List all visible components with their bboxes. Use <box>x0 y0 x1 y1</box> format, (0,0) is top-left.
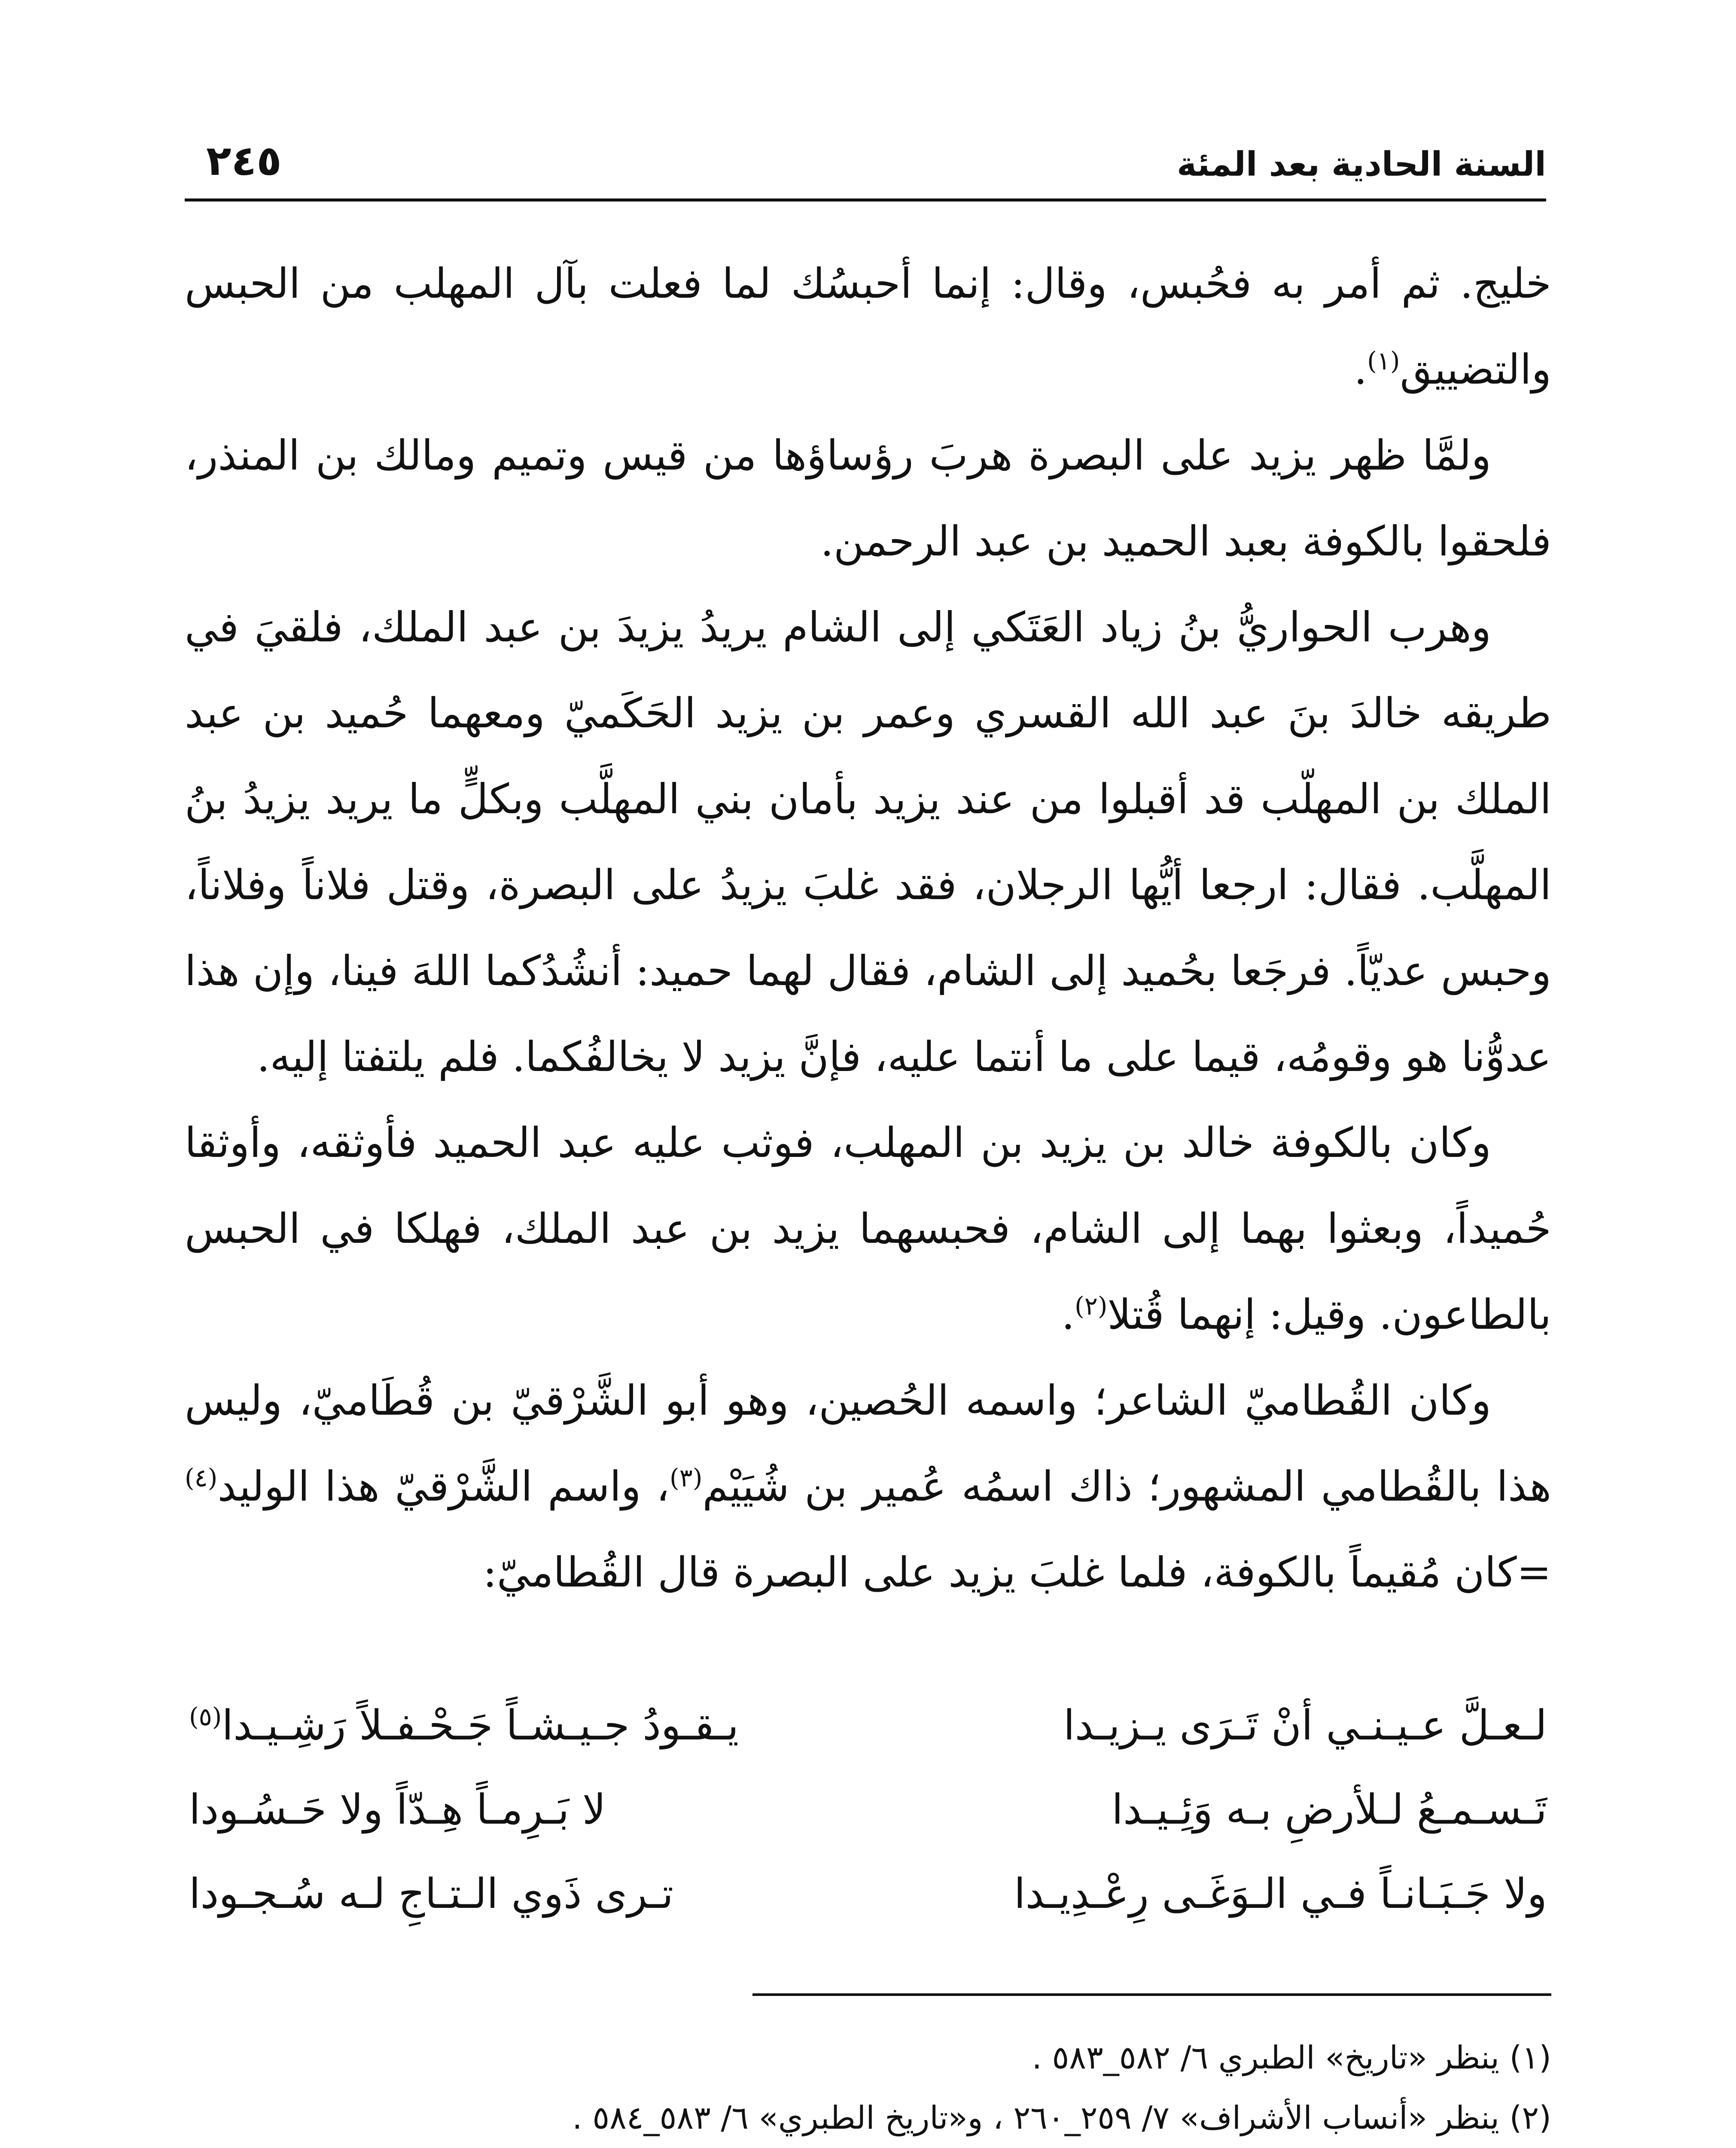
paragraph-5-text-c: =كان مُقيماً بالكوفة، فلما غلبَ يزيد على البصرة قال القُطاميّ: <box>483 1548 1551 1596</box>
main-text <box>185 241 1551 1615</box>
footnote-1: (١) ينظر «تاريخ» الطبري ٦/ ٥٨٢_٥٨٣ . <box>1032 2039 1551 2076</box>
verse-first-hemistich: ولا جَـبَـانـاً فـي الـوَغَـى رِعْـدِيـدا <box>1014 1870 1547 1918</box>
paragraph-5-text-a: وكان القُطاميّ الشاعر؛ واسمه الحُصين، وهو أبو الشَّرْقيّ بن قُطَاميّ، وليس هذا بالقُطامي المشهور؛ ذاك اسمُه عُمير بن شُيَيْم <box>185 1376 1552 1510</box>
poem-verse <box>185 1785 1551 1870</box>
footnote-ref-3: (٣) <box>670 1463 703 1492</box>
footnote-ref-2: (٢) <box>1075 1291 1108 1321</box>
footnotes <box>185 2028 1551 2148</box>
page-number: ٢٤٥ <box>206 137 282 185</box>
paragraph-3: وهرب الحواريُّ بنُ زياد العَتَكي إلى الشام يريدُ يزيدَ بن عبد الملك، فلقيَ في طريقه خالدَ بنَ عبد الله القسري وعمر بن يزيد الحَكَميّ ومعهما حُميد بن عبد الملك بن المهلّب قد أقبلوا من عند يزيد بأمان بني المهلَّب وبكلٍّ ما يريد يزيدُ بنُ المهلَّب. فقال: ارجعا أيُّها الرجلان، فقد غلبَ يزيدُ على البصرة، وقتل فلاناً وفلاناً، وحبس عديّاً. فرجَعا بحُميد إلى الشام، فقال لهما حميد: أنشُدُكما اللهَ فينا، وإن هذا عدوُّنا هو وقومُه، قيما على ما أنتما عليه، فإنَّ يزيد لا يخالفُكما. فلم يلتفتا إليه. <box>185 603 1551 1081</box>
footnote-2: (٢) ينظر «أنساب الأشراف» ٧/ ٢٥٩_٢٦٠ ، و«تاريخ الطبري» ٦/ ٥٨٣_٥٨٤ . <box>572 2099 1551 2136</box>
running-title: السنة الحادية بعد المئة <box>1177 145 1546 184</box>
verse-first-hemistich: تَـسـمـعُ لـلأرضِ بـه وَئِـيـدا <box>1112 1785 1547 1834</box>
verse-second-hemistich: لا بَـرِمـاً هِـدّاً ولا حَـسُـودا <box>189 1785 606 1834</box>
paragraph-5-text-b: ، واسم الشَّرْقيّ هذا الوليد <box>217 1462 670 1510</box>
paragraph-1-text: خليج. ثم أمر به فحُبس، وقال: إنما أحبسُك لما فعلت بآل المهلب من الحبس والتضييق <box>185 259 1551 394</box>
poem <box>185 1701 1551 1954</box>
poem-verse <box>185 1701 1551 1785</box>
verse-first-hemistich: لـعـلَّ عـيـنـي أنْ تَـرَى يـزيـدا <box>1063 1701 1547 1749</box>
paragraph-5 <box>185 1358 1551 1615</box>
poem-verse <box>185 1870 1551 1954</box>
footnote-rule <box>752 1993 1551 1996</box>
paragraph-1-tail: . <box>1354 345 1367 394</box>
paragraph-1 <box>185 241 1551 412</box>
footnote-ref-4: (٤) <box>185 1463 218 1492</box>
paragraph-4 <box>185 1100 1551 1358</box>
verse-second-hemistich-text: يـقـودُ جـيـشـاً جَـحْـفـلاً رَشِـيـدا <box>222 1701 739 1749</box>
verse-second-hemistich <box>189 1701 739 1749</box>
paragraph-4-text: وكان بالكوفة خالد بن يزيد بن المهلب، فوثب عليه عبد الحميد فأوثقه، وأوثقا حُميداً، وبعثوا بهما إلى الشام، فحبسهما يزيد بن عبد الملك، فهلكا في الحبس بالطاعون. وقيل: إنهما قُتلا <box>185 1119 1551 1339</box>
footnote-ref-1: (١) <box>1367 346 1400 375</box>
footnote-ref-5: (٥) <box>189 1702 222 1731</box>
paragraph-4-tail: . <box>1061 1291 1075 1339</box>
page-header <box>185 137 1546 201</box>
verse-second-hemistich: تـرى ذَوي الـتـاجِ لـه سُـجـودا <box>189 1870 674 1918</box>
header-rule <box>185 198 1546 201</box>
paragraph-2: ولمَّا ظهر يزيد على البصرة هربَ رؤساؤها من قيس وتميم ومالك بن المنذر، فلحقوا بالكوفة بعبد الحميد بن عبد الرحمن. <box>185 431 1551 565</box>
